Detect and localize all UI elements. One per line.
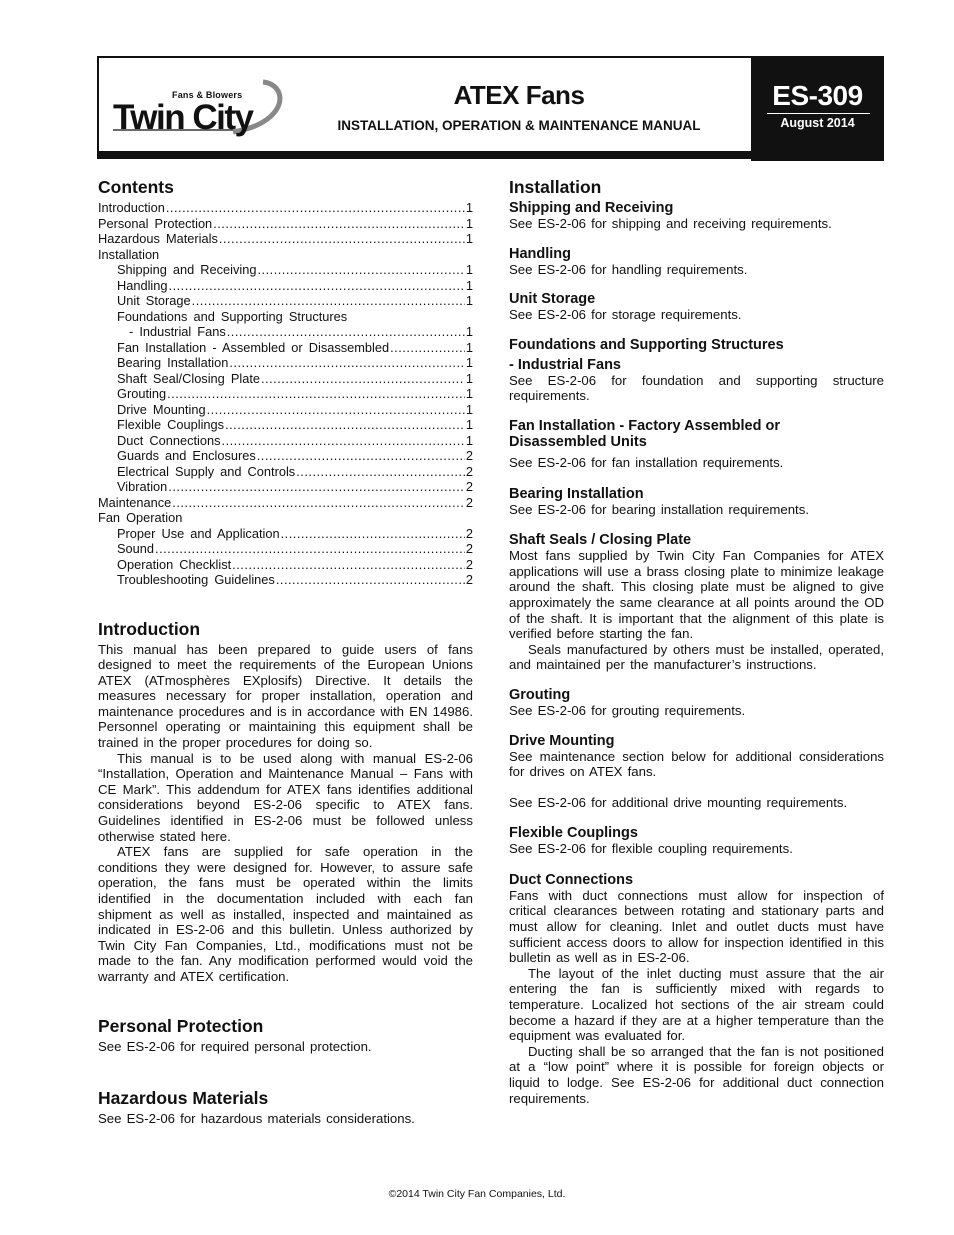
toc-entry-label: Handling — [117, 277, 168, 293]
toc-entry-label: Foundations and Supporting Structures — [117, 308, 348, 324]
toc-leader-dots — [213, 216, 465, 232]
shaft-seals-paragraph: Seals manufactured by others must be installed, operated, and maintained per the manufacturer’s instructions. — [509, 641, 884, 673]
toc-entry-label: Troubleshooting Guidelines — [117, 572, 275, 587]
header-bottom-bar — [97, 151, 884, 159]
toc-leader-dots — [296, 464, 465, 480]
unit-storage-text: See ES-2-06 for storage requirements. — [509, 307, 742, 323]
toc-entry — [98, 262, 473, 278]
toc-entry-page: 1 — [465, 432, 473, 448]
right-column — [509, 176, 884, 1106]
introduction-heading: Introduction — [98, 618, 201, 639]
toc-entry — [98, 526, 473, 542]
fan-installation-heading-line2: Disassembled Units — [509, 433, 647, 450]
toc-entry-label: Electrical Supply and Controls — [117, 463, 296, 479]
toc-leader-dots — [207, 402, 465, 418]
installation-heading: Installation — [509, 177, 602, 197]
toc-entry — [98, 200, 473, 216]
toc-leader-dots — [229, 355, 465, 371]
toc-leader-dots — [167, 386, 465, 402]
toc-leader-dots — [192, 293, 465, 309]
bearing-text: See ES-2-06 for bearing installation requirements. — [509, 501, 809, 517]
toc-entry — [98, 572, 473, 588]
toc-entry-page: 1 — [465, 231, 473, 246]
toc-entry-label: Shaft Seal/Closing Plate — [117, 370, 261, 386]
divider — [767, 113, 870, 114]
toc-entry-label: Drive Mounting — [117, 401, 206, 417]
toc-entry-label: Unit Storage — [117, 293, 191, 308]
toc-entry-page: 2 — [465, 541, 473, 556]
toc-entry — [98, 386, 473, 402]
toc-leader-dots — [172, 495, 465, 511]
toc-entry — [98, 433, 473, 449]
toc-entry — [98, 293, 473, 309]
toc-entry-page: 2 — [465, 448, 473, 463]
toc-entry — [98, 448, 473, 464]
toc-entry — [98, 371, 473, 387]
logo-wordmark: Twin City — [113, 98, 253, 137]
duct-connections-paragraph: Ducting shall be so arranged that the fan is not positioned at a “low point” where it is possible for foreign objects or liquid to lodge. See ES-2-06 for additional duct connection requirements. — [509, 1043, 884, 1106]
toc-entry — [98, 495, 473, 511]
fan-installation-heading: Fan Installation - Factory Assembled or — [509, 417, 780, 434]
toc-entry — [98, 340, 473, 356]
toc-entry — [98, 278, 473, 294]
toc-leader-dots — [390, 340, 465, 356]
toc-entry-label: Flexible Couplings — [117, 417, 225, 432]
toc-entry — [98, 402, 473, 418]
copyright-footer: ©2014 Twin City Fan Companies, Ltd. — [388, 1188, 566, 1200]
foundations-heading — [509, 337, 884, 353]
foundations-heading-line1: Foundations and Supporting Structures — [509, 336, 784, 353]
toc-entry-page: 2 — [465, 556, 473, 572]
twin-city-logo — [113, 72, 288, 152]
toc-entry-page: 1 — [465, 401, 473, 417]
toc-leader-dots — [257, 262, 464, 278]
duct-connections-paragraph: The layout of the inlet ducting must assure that the air entering the fan is sufficiently mixed with regards to temperature. Localized hot sections of the air stream could become a hazard if they are at a higher temperature than the equipment was evaluated for. — [509, 965, 884, 1044]
toc-entry-label: Operation Checklist — [117, 556, 232, 572]
toc-entry-label: Personal Protection — [98, 215, 213, 231]
introduction-paragraph: ATEX fans are supplied for safe operation in the conditions they were designed for. However, to assure safe operation, the fans must be operated within the limits identified in the documentation included with each fan shipment as well as installed, inspected and maintained as indicated in ES-2-06 and this bulletin. Unless authorized by Twin City Fan Companies, Ltd., modifications must not be made to the fan. Any modification performed would void the warranty and ATEX certification. — [98, 844, 473, 984]
toc-entry — [98, 324, 473, 340]
document-id-box — [751, 56, 884, 161]
duct-connections-heading: Duct Connections — [509, 871, 634, 888]
toc-entry-label: Grouting — [117, 386, 167, 401]
toc-entry-page: 2 — [465, 525, 473, 541]
grouting-heading: Grouting — [509, 686, 571, 703]
hazardous-materials-heading: Hazardous Materials — [98, 1088, 269, 1109]
left-column — [98, 176, 473, 1127]
toc-entry — [98, 479, 473, 495]
unit-storage-heading: Unit Storage — [509, 291, 596, 308]
drive-mounting-heading: Drive Mounting — [509, 732, 615, 749]
toc-leader-dots — [219, 231, 465, 247]
toc-entry-label: Fan Installation - Assembled or Disassembled — [117, 339, 390, 355]
document-subtitle: INSTALLATION, OPERATION & MAINTENANCE MANUAL — [337, 118, 701, 133]
personal-protection-text: See ES-2-06 for required personal protection. — [98, 1038, 372, 1054]
toc-entry — [98, 216, 473, 232]
toc-leader-dots — [169, 278, 465, 294]
toc-entry — [98, 247, 473, 263]
toc-entry — [98, 541, 473, 557]
shipping-text: See ES-2-06 for shipping and receiving requirements. — [509, 216, 832, 231]
toc-entry-label: Duct Connections — [117, 432, 221, 448]
toc-entry-page: 1 — [465, 355, 473, 370]
toc-leader-dots — [257, 448, 465, 464]
toc-leader-dots — [281, 526, 465, 542]
toc-entry-label: Guards and Enclosures — [117, 448, 256, 463]
toc-entry-page: 1 — [465, 370, 473, 386]
bearing-heading: Bearing Installation — [509, 485, 644, 502]
toc-entry-page: 1 — [465, 215, 473, 231]
toc-entry-label: Fan Operation — [98, 510, 183, 525]
fan-installation-text: See ES-2-06 for fan installation requirements. — [509, 454, 784, 470]
toc-entry-page: 2 — [465, 479, 473, 494]
toc-entry — [98, 231, 473, 247]
toc-entry-page: 1 — [465, 417, 473, 432]
contents-heading: Contents — [98, 177, 174, 197]
toc-entry-label: Hazardous Materials — [98, 231, 218, 246]
toc-leader-dots — [168, 479, 465, 495]
introduction-paragraph: This manual has been prepared to guide users of fans designed to meet the requirements of the European Unions ATEX (ATmosphères EXplosifs) Directive. It details the measures necessary for proper installation, operation and maintenance procedures and is in accordance with EN 14986. Personnel operating or maintaining this equipment shall be trained in the proper procedures for doing so. — [98, 641, 473, 751]
flexible-couplings-heading: Flexible Couplings — [509, 825, 638, 842]
drive-mounting-paragraph: See ES-2-06 for additional drive mounting requirements. — [509, 794, 848, 810]
duct-connections-paragraph: Fans with duct connections must allow for inspection of critical clearances between rotating and stationary parts and must allow for cleaning. Inlet and outlet ducts must have sufficient access doors to allow for inspection identified in this bulletin as well as in ES-2-06. — [509, 887, 884, 966]
toc-entry — [98, 510, 473, 526]
grouting-text: See ES-2-06 for grouting requirements. — [509, 702, 746, 718]
toc-leader-dots — [155, 541, 465, 557]
handling-heading: Handling — [509, 245, 572, 262]
document-title: ATEX Fans — [453, 80, 585, 110]
toc-leader-dots — [225, 417, 465, 433]
toc-entry-page: 1 — [465, 324, 473, 339]
toc-entry-label: Vibration — [117, 479, 168, 494]
drive-mounting-paragraph: See maintenance section below for additional considerations for drives on ATEX fans. — [509, 748, 884, 780]
toc-leader-dots — [261, 371, 465, 387]
toc-entry — [98, 309, 473, 325]
handling-text: See ES-2-06 for handling requirements. — [509, 261, 748, 277]
toc-leader-dots — [166, 200, 465, 216]
toc-entry-page: 2 — [465, 463, 473, 479]
shipping-heading: Shipping and Receiving — [509, 200, 674, 216]
toc-entry-label: Maintenance — [98, 494, 172, 510]
toc-entry-page: 2 — [465, 572, 473, 587]
toc-entry-label: Introduction — [98, 200, 165, 215]
toc-entry-label: Bearing Installation — [117, 355, 229, 370]
toc-entry — [98, 355, 473, 371]
table-of-contents — [98, 200, 473, 588]
logo-tagline: Fans & Blowers — [172, 90, 243, 100]
flexible-couplings-text: See ES-2-06 for flexible coupling requirements. — [509, 841, 793, 857]
toc-entry-page: 2 — [465, 494, 473, 510]
document-date: August 2014 — [780, 116, 855, 130]
toc-leader-dots — [222, 433, 465, 449]
toc-entry-page: 1 — [465, 262, 473, 277]
toc-entry-page: 1 — [465, 339, 473, 355]
toc-entry-label: Proper Use and Application — [117, 525, 280, 541]
toc-entry — [98, 557, 473, 573]
toc-leader-dots — [232, 557, 465, 573]
toc-entry-label: Shipping and Receiving — [117, 262, 257, 277]
foundations-text: See ES-2-06 for foundation and supporting structure requirements. — [509, 372, 884, 404]
foundations-subheading: - Industrial Fans — [509, 356, 621, 373]
document-number: ES-309 — [772, 80, 863, 111]
hazardous-materials-text: See ES-2-06 for hazardous materials considerations. — [98, 1111, 415, 1127]
personal-protection-heading: Personal Protection — [98, 1015, 264, 1036]
toc-entry-label: Sound — [117, 541, 155, 556]
toc-entry-page: 1 — [465, 277, 473, 293]
introduction-paragraph: This manual is to be used along with manual ES-2-06 “Installation, Operation and Maintenance Manual – Fans with CE Mark”. This addendum for ATEX fans identifies additional considerations beyond ES-2-06 specific to ATEX fans. Guidelines identified in ES-2-06 must be followed unless otherwise stated here. — [98, 750, 473, 844]
toc-entry-page: 1 — [465, 386, 473, 401]
toc-entry-label: - Industrial Fans — [129, 324, 226, 339]
toc-entry-page: 1 — [465, 200, 473, 215]
toc-entry — [98, 464, 473, 480]
shaft-seals-heading: Shaft Seals / Closing Plate — [509, 532, 692, 549]
toc-entry — [98, 417, 473, 433]
toc-entry-label: Installation — [98, 246, 160, 262]
toc-leader-dots — [276, 572, 465, 588]
toc-leader-dots — [227, 324, 465, 340]
shaft-seals-paragraph: Most fans supplied by Twin City Fan Companies for ATEX applications will use a brass closing plate to minimize leakage around the shaft. This closing plate must be aligned to give approximately the same clearance at all points around the OD of the shaft. It is important that the alignment of this plate is verified before starting the fan. — [509, 548, 884, 642]
document-header — [97, 56, 884, 159]
toc-entry-page: 1 — [465, 293, 473, 308]
